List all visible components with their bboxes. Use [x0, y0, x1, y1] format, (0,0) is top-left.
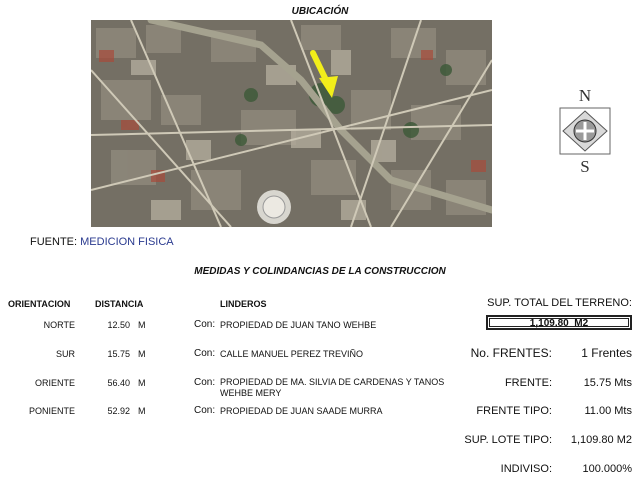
row-orientation: ORIENTE [34, 378, 75, 388]
lot-type-label: SUP. LOTE TIPO: [464, 434, 552, 446]
row-boundary: PROPIEDAD DE JUAN TANO WEHBE [220, 320, 377, 330]
front-label: FRENTE: [504, 377, 552, 389]
front-type-label: FRENTE TIPO: [476, 405, 552, 417]
row-distance: 52.92 [107, 406, 130, 416]
row-unit: M [138, 349, 146, 359]
indiviso-label: INDIVISO: [500, 463, 552, 475]
header-boundaries: LINDEROS [220, 299, 267, 309]
total-land-box [486, 315, 632, 330]
row-boundary: PROPIEDAD DE JUAN SAADE MURRA [220, 406, 383, 416]
row-con: Con: [194, 319, 216, 330]
satellite-map-image [91, 20, 492, 227]
front-type-value: 11.00 Mts [584, 405, 632, 417]
source-value: MEDICION FISICA [80, 236, 174, 248]
row-con: Con: [194, 348, 216, 359]
source-line [30, 236, 174, 248]
front-value: 15.75 Mts [583, 377, 632, 389]
row-unit: M [138, 378, 146, 388]
compass-rose [553, 86, 617, 178]
fronts-value: 1 Frentes [581, 346, 632, 360]
header-orientation: ORIENTACION [8, 299, 71, 309]
section-title: MEDIDAS Y COLINDANCIAS DE LA CONSTRUCCION [194, 266, 446, 277]
row-distance: 15.75 [107, 349, 130, 359]
row-orientation: PONIENTE [28, 406, 75, 416]
row-orientation: SUR [55, 349, 75, 359]
row-distance: 56.40 [107, 378, 130, 388]
row-con: Con: [194, 377, 216, 388]
total-land-label: SUP. TOTAL DEL TERRENO: [487, 297, 632, 309]
row-unit: M [138, 320, 146, 330]
total-land-value [489, 318, 629, 327]
row-con: Con: [194, 405, 216, 416]
row-orientation: NORTE [43, 320, 75, 330]
row-unit: M [138, 406, 146, 416]
fronts-label: No. FRENTES: [470, 346, 552, 360]
source-label: FUENTE: [30, 236, 78, 248]
map-graphic [91, 20, 492, 227]
total-land-unit: M2 [574, 318, 589, 329]
total-land-number: 1,109.80 [529, 318, 569, 329]
lot-type-value: 1,109.80 M2 [570, 434, 632, 446]
indiviso-value: 100.000% [582, 463, 632, 475]
header-distance: DISTANCIA [95, 299, 144, 309]
row-distance: 12.50 [107, 320, 130, 330]
row-boundary: CALLE MANUEL PEREZ TREVIÑO [220, 349, 364, 359]
compass-north-label: N [578, 86, 592, 105]
row-boundary: PROPIEDAD DE MA. SILVIA DE CARDENAS Y TANOS WEHBE MERY [220, 377, 445, 398]
compass-icon [559, 107, 611, 155]
compass-south-label: S [580, 157, 590, 176]
location-title: UBICACIÓN [291, 6, 349, 17]
